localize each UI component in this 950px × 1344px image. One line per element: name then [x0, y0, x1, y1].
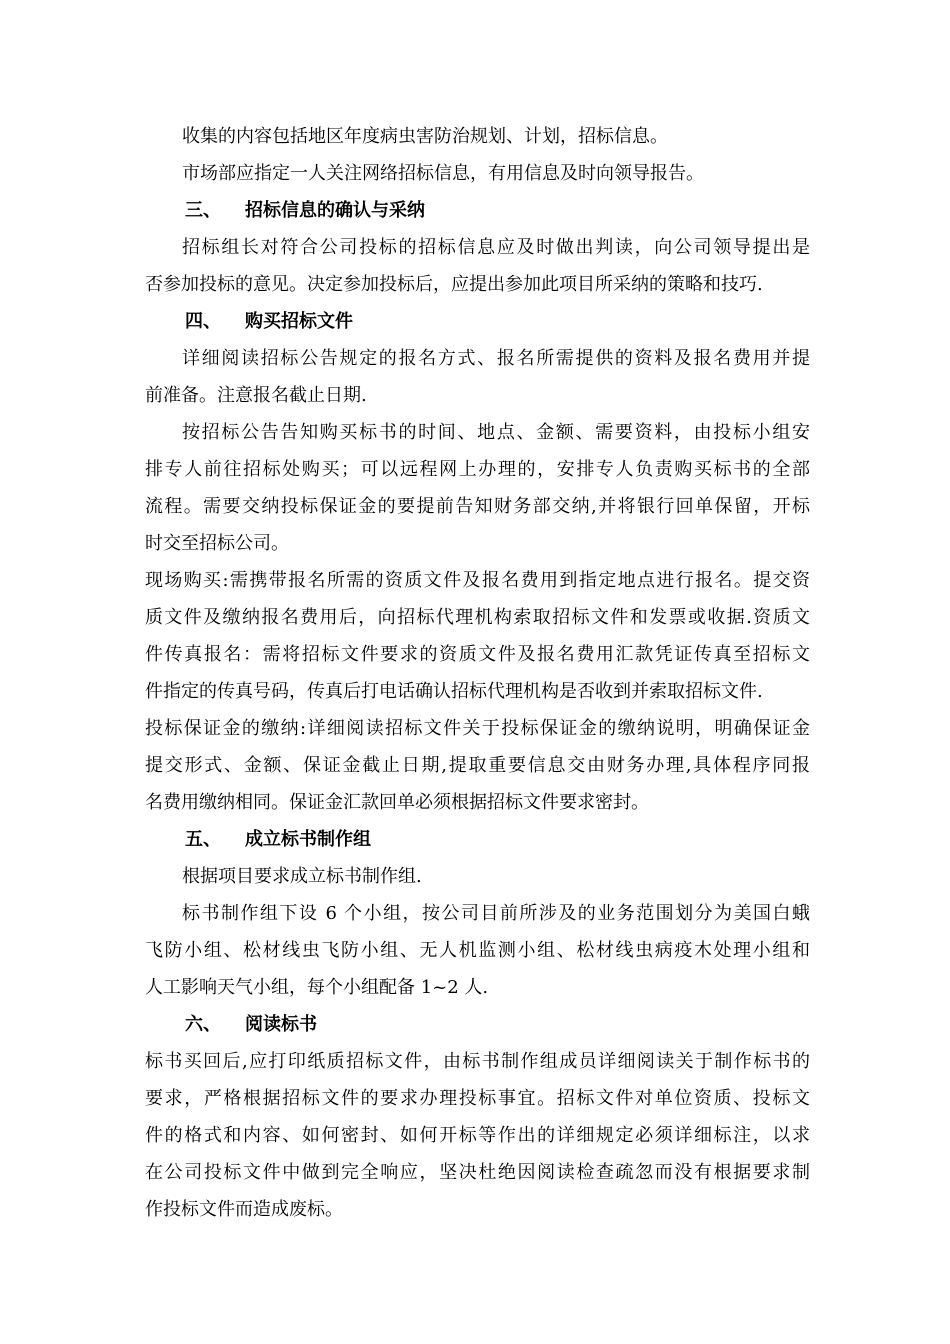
paragraph-line: 名费用缴纳相同。保证金汇款回单必须根据招标文件要求密封。 — [145, 792, 649, 813]
paragraph-line: 件指定的传真号码，传真后打电话确认招标代理机构是否收到并索取招标文件. — [145, 681, 763, 702]
document-body — [145, 118, 810, 1228]
paragraph-line: 市场部应指定一人关注网络招标信息，有用信息及时向领导报告。 — [182, 163, 704, 184]
paragraph-line: 时交至招标公司。 — [145, 533, 289, 554]
paragraph-line: 作投标文件而造成废标。 — [145, 1199, 343, 1220]
paragraph-line: 招标组长对符合公司投标的招标信息应及时做出判读，向公司领导提出是 — [182, 237, 810, 258]
paragraph-line: 质文件及缴纳报名费用后，向招标代理机构索取招标文件和发票或收据.资质文 — [145, 607, 810, 628]
paragraph-line: 件的格式和内容、如何密封、如何开标等作出的详细规定必须详细标注，以求 — [145, 1125, 810, 1146]
section-heading — [145, 1006, 810, 1043]
paragraph-line: 要求，严格根据招标文件的要求办理投标事宜。招标文件对单位资质、投标文 — [145, 1088, 810, 1109]
paragraph-line: 现场购买:需携带报名所需的资质文件及报名费用到指定地点进行报名。提交资 — [145, 570, 810, 591]
paragraph-line: 飞防小组、松材线虫飞防小组、无人机监测小组、松材线虫病疫木处理小组和 — [145, 940, 810, 961]
paragraph-line: 否参加投标的意见。决定参加投标后，应提出参加此项目所采纳的策略和技巧. — [145, 274, 763, 295]
section-number: 三、 — [185, 200, 221, 221]
paragraph-line: 提交形式、金额、保证金截止日期,提取重要信息交由财务办理,具体程序同报 — [145, 755, 810, 776]
paragraph-line: 排专人前往招标处购买；可以远程网上办理的，安排专人负责购买标书的全部 — [145, 459, 810, 480]
section-number: 六、 — [185, 1014, 221, 1035]
paragraph-line: 标书制作组下设 6 个小组，按公司目前所涉及的业务范围划分为美国白蛾 — [182, 903, 810, 924]
paragraph-line: 详细阅读招标公告规定的报名方式、报名所需提供的资料及报名费用并提 — [182, 348, 810, 369]
section-title: 成立标书制作组 — [245, 829, 371, 850]
paragraph-line: 前准备。注意报名截止日期. — [145, 385, 367, 406]
section-title: 购买招标文件 — [245, 311, 353, 332]
section-heading — [145, 821, 810, 858]
paragraph-line: 在公司投标文件中做到完全响应，坚决杜绝因阅读检查疏忽而没有根据要求制 — [145, 1162, 810, 1183]
section-number: 五、 — [185, 829, 221, 850]
section-title: 招标信息的确认与采纳 — [245, 200, 425, 221]
section-heading — [145, 192, 810, 229]
section-heading — [145, 303, 810, 340]
paragraph-line: 流程。需要交纳投标保证金的要提前告知财务部交纳,并将银行回单保留，开标 — [145, 496, 810, 517]
paragraph-line: 按招标公告告知购买标书的时间、地点、金额、需要资料，由投标小组安 — [182, 422, 810, 443]
paragraph-line: 人工影响天气小组，每个小组配备 1~2 人. — [145, 977, 489, 998]
paragraph-line: 标书买回后,应打印纸质招标文件，由标书制作组成员详细阅读关于制作标书的 — [145, 1051, 810, 1072]
paragraph-line: 投标保证金的缴纳:详细阅读招标文件关于投标保证金的缴纳说明，明确保证金 — [145, 718, 810, 739]
section-number: 四、 — [185, 311, 221, 332]
paragraph-line: 收集的内容包括地区年度病虫害防治规划、计划，招标信息。 — [182, 126, 668, 147]
section-title: 阅读标书 — [245, 1014, 317, 1035]
paragraph-line: 件传真报名：需将招标文件要求的资质文件及报名费用汇款凭证传真至招标文 — [145, 644, 810, 665]
paragraph-line: 根据项目要求成立标书制作组. — [182, 866, 422, 887]
